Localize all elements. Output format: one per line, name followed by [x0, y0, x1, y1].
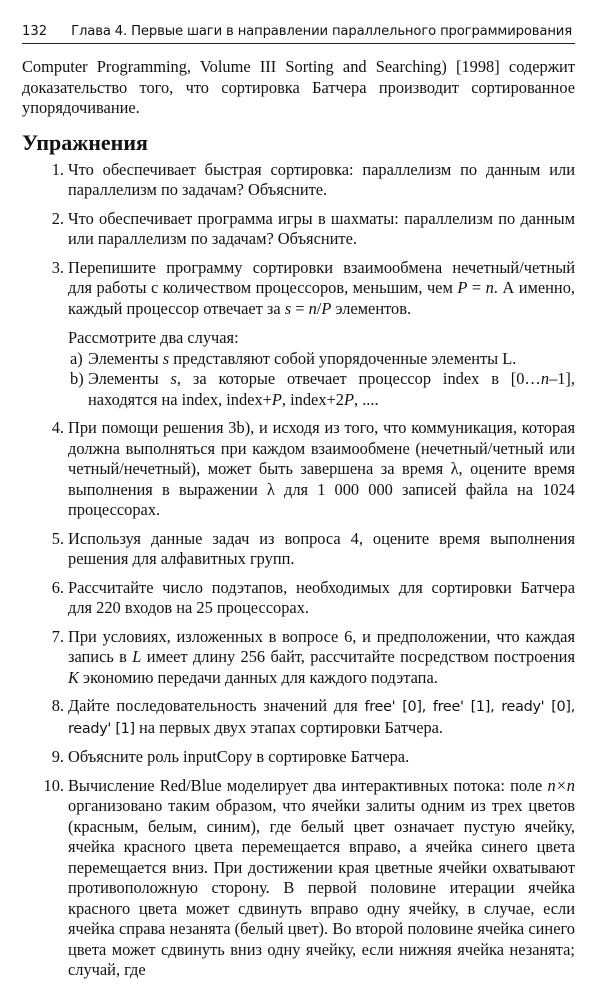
running-head — [22, 24, 575, 44]
page-number: 132 — [22, 24, 48, 39]
code-inline: free' [0], free' [1], ready' [0], ready' [1] — [68, 699, 575, 737]
exercise-list — [22, 160, 575, 981]
exercise-text: При условиях, изложенных в вопросе 6, и предположении, что каждая запись в L имеет длину 256 байт, рассчитайте посредством построения K экономию передачи данных для каждого подэтапа. — [68, 626, 575, 687]
exercise-number: 10. — [43, 775, 64, 795]
exercise-text: Рассчитайте число подэтапов, необходимых для сортировки Батчера для 220 входов на 25 процессорах. — [68, 577, 575, 617]
exercise-text: Используя данные задач из вопроса 4, оцените время выполнения решения для алфавитных групп. — [68, 528, 575, 568]
math-var: s — [284, 298, 292, 318]
exercise-text: Объясните роль inputCopy в сортировке Батчера. — [68, 747, 410, 766]
exercise-item — [22, 529, 575, 570]
intro-paragraph: Computer Programming, Volume III Sorting and Searching) [1998] содержит доказательство того, что сортировка Батчера производит сортированное упорядочивание. — [22, 57, 575, 117]
exercise-item — [22, 747, 575, 768]
exercise-number: 7. — [51, 626, 64, 646]
exercise-number: 8. — [51, 696, 64, 715]
exercise-text: Что обеспечивает быстрая сортировка: параллелизм по данным или параллелизм по задачам? Объясните. — [68, 159, 575, 199]
math-var: P — [457, 278, 468, 297]
exercise-item — [22, 418, 575, 521]
exercise-item — [22, 209, 575, 250]
exercise-number: 3. — [51, 257, 64, 277]
case-list — [68, 349, 575, 411]
exercise-text: Дайте последовательность значений для free' [0], free' [1], ready' [0], ready' [1] на первых двух этапах сортировки Батчера. — [68, 696, 575, 737]
cases-intro: Рассмотрите два случая: — [68, 328, 239, 347]
exercise-text: При помощи решения 3b), и исходя из того, что коммуникация, которая должна выполняться при каждом взаимообмене (нечетный/четный или четный/нечетный), может быть завершена за время λ, оцените время выполнения в выражении λ для 1 000 000 записей файла на 1024 процессорах. — [68, 418, 575, 519]
math-var: K — [68, 667, 79, 687]
exercise-item — [22, 776, 575, 981]
exercise-number: 5. — [51, 528, 64, 548]
exercise-item — [22, 258, 575, 411]
math-var: n — [308, 298, 317, 318]
exercise-item — [22, 578, 575, 619]
exercise-number: 1. — [51, 159, 64, 179]
case-item: a) Элементы s представляют собой упорядоченные элементы L. — [70, 348, 517, 368]
exercise-item — [22, 627, 575, 689]
math-var: P — [271, 389, 282, 409]
math-var: n — [540, 369, 550, 388]
exercise-item — [22, 696, 575, 739]
exercise-number: 9. — [51, 747, 64, 766]
case-letter: b) — [70, 369, 84, 388]
math-var: n — [485, 278, 494, 297]
exercise-text: Вычисление Red/Blue моделирует два интерактивных потока: поле n×n организовано таким образом, что ячейки залиты одним из трех цветов (красным, белым, синим), где белый цвет означает пустую ячейку, ячейка красного цвета перемещается вправо, а ячейка синего цвета перемещается вниз. При достижении края цветные ячейки охватывают противоположную сторону. В первой половине итерации ячейка красного цвета может сдвинуть вправо одну ячейку, в случае, если ячейка справа незанята (белый цвет). Во второй половине ячейка синего цвета может сдвинуть вниз одну ячейку, если нижняя ячейка незанята; случай, где — [68, 775, 575, 979]
math-var: n×n — [547, 775, 575, 795]
section-heading: Упражнения — [22, 129, 148, 155]
math-var: P — [321, 298, 332, 318]
math-var: P — [343, 389, 354, 409]
chapter-title: Глава 4. Первые шаги в направлении параллельного программирования — [71, 24, 572, 39]
exercise-number: 2. — [51, 208, 64, 228]
exercise-item — [22, 160, 575, 201]
math-var: L — [132, 647, 142, 666]
case-item: b) Элементы s, за которые отвечает процессор index в [0…n–1], находятся на index, index+P, index+2P, .... — [70, 369, 575, 409]
exercise-text: Что обеспечивает программа игры в шахматы: параллелизм по данным или параллелизм по задачам? Объясните. — [68, 208, 575, 248]
case-letter: a) — [70, 348, 83, 368]
body-text — [22, 57, 575, 989]
exercise-number: 6. — [51, 577, 64, 597]
math-var: s — [170, 369, 177, 388]
math-var: s — [162, 348, 170, 368]
exercise-number: 4. — [51, 418, 64, 437]
exercise-text: Перепишите программу сортировки взаимообмена нечетный/четный для работы с количеством процессоров, меньшим, чем P = n. А именно, каждый процессор отвечает за s = n/P элементов. — [68, 257, 575, 318]
